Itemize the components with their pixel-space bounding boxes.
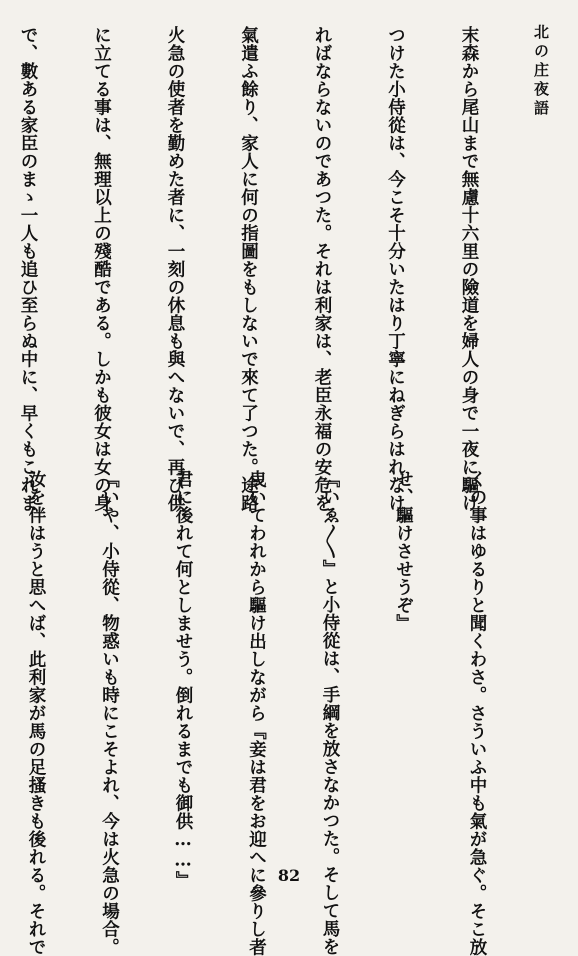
text-line: 火急の使者を勤めた者に、一刻の休息も與へないで、再び供 <box>165 26 185 512</box>
text-line: つけた小侍從は、今こそ十分いたはり丁寧にねぎらはれなけ <box>385 26 406 512</box>
text-line: ればならないのであつた。それは利家は、老臣永福の安危を <box>312 26 332 512</box>
text-line: に立てる事は、無理以上の殘酷である。しかも彼女は女の身 <box>91 26 112 512</box>
text-line: 曳いてわれから驅け出しながら『妾は君をお迎へに參りし者 <box>246 470 267 956</box>
bottom-text-block <box>22 470 538 956</box>
running-header: 北の庄夜語 <box>532 24 550 119</box>
page-number: 82 <box>277 866 301 885</box>
text-line: 末森から尾山まで無慮十六里の險道を婦人の身で一夜に驅け <box>459 26 479 512</box>
text-line: 氣遣ふ餘り、家人に何の指圖をもしないで來て了つた。途路 <box>238 26 259 512</box>
text-line: くの事はゆるりと聞くわさ。さういふ中も氣が急ぐ。そこ放 <box>467 470 487 956</box>
text-line: 『いや、小侍從、物惑いも時にこそよれ、今は火急の場合。 <box>99 470 120 956</box>
text-line: 君に後れて何としませう。倒れるまでも御供……』 <box>173 470 193 889</box>
text-line: 汝を伴はうと思へば、此利家が馬の足搔きも後れる。それで <box>26 470 46 956</box>
top-text-block <box>18 26 530 512</box>
text-line: 『いゑ〳〵』と小侍從は、手綱を放さなかつた。そして馬を <box>320 470 340 956</box>
text-line: せ、驅けさせうぞ』 <box>393 470 414 632</box>
text-line: で、數ある家臣のまゝ一人も追ひ至らぬ中に、早くもこれま <box>18 26 38 512</box>
